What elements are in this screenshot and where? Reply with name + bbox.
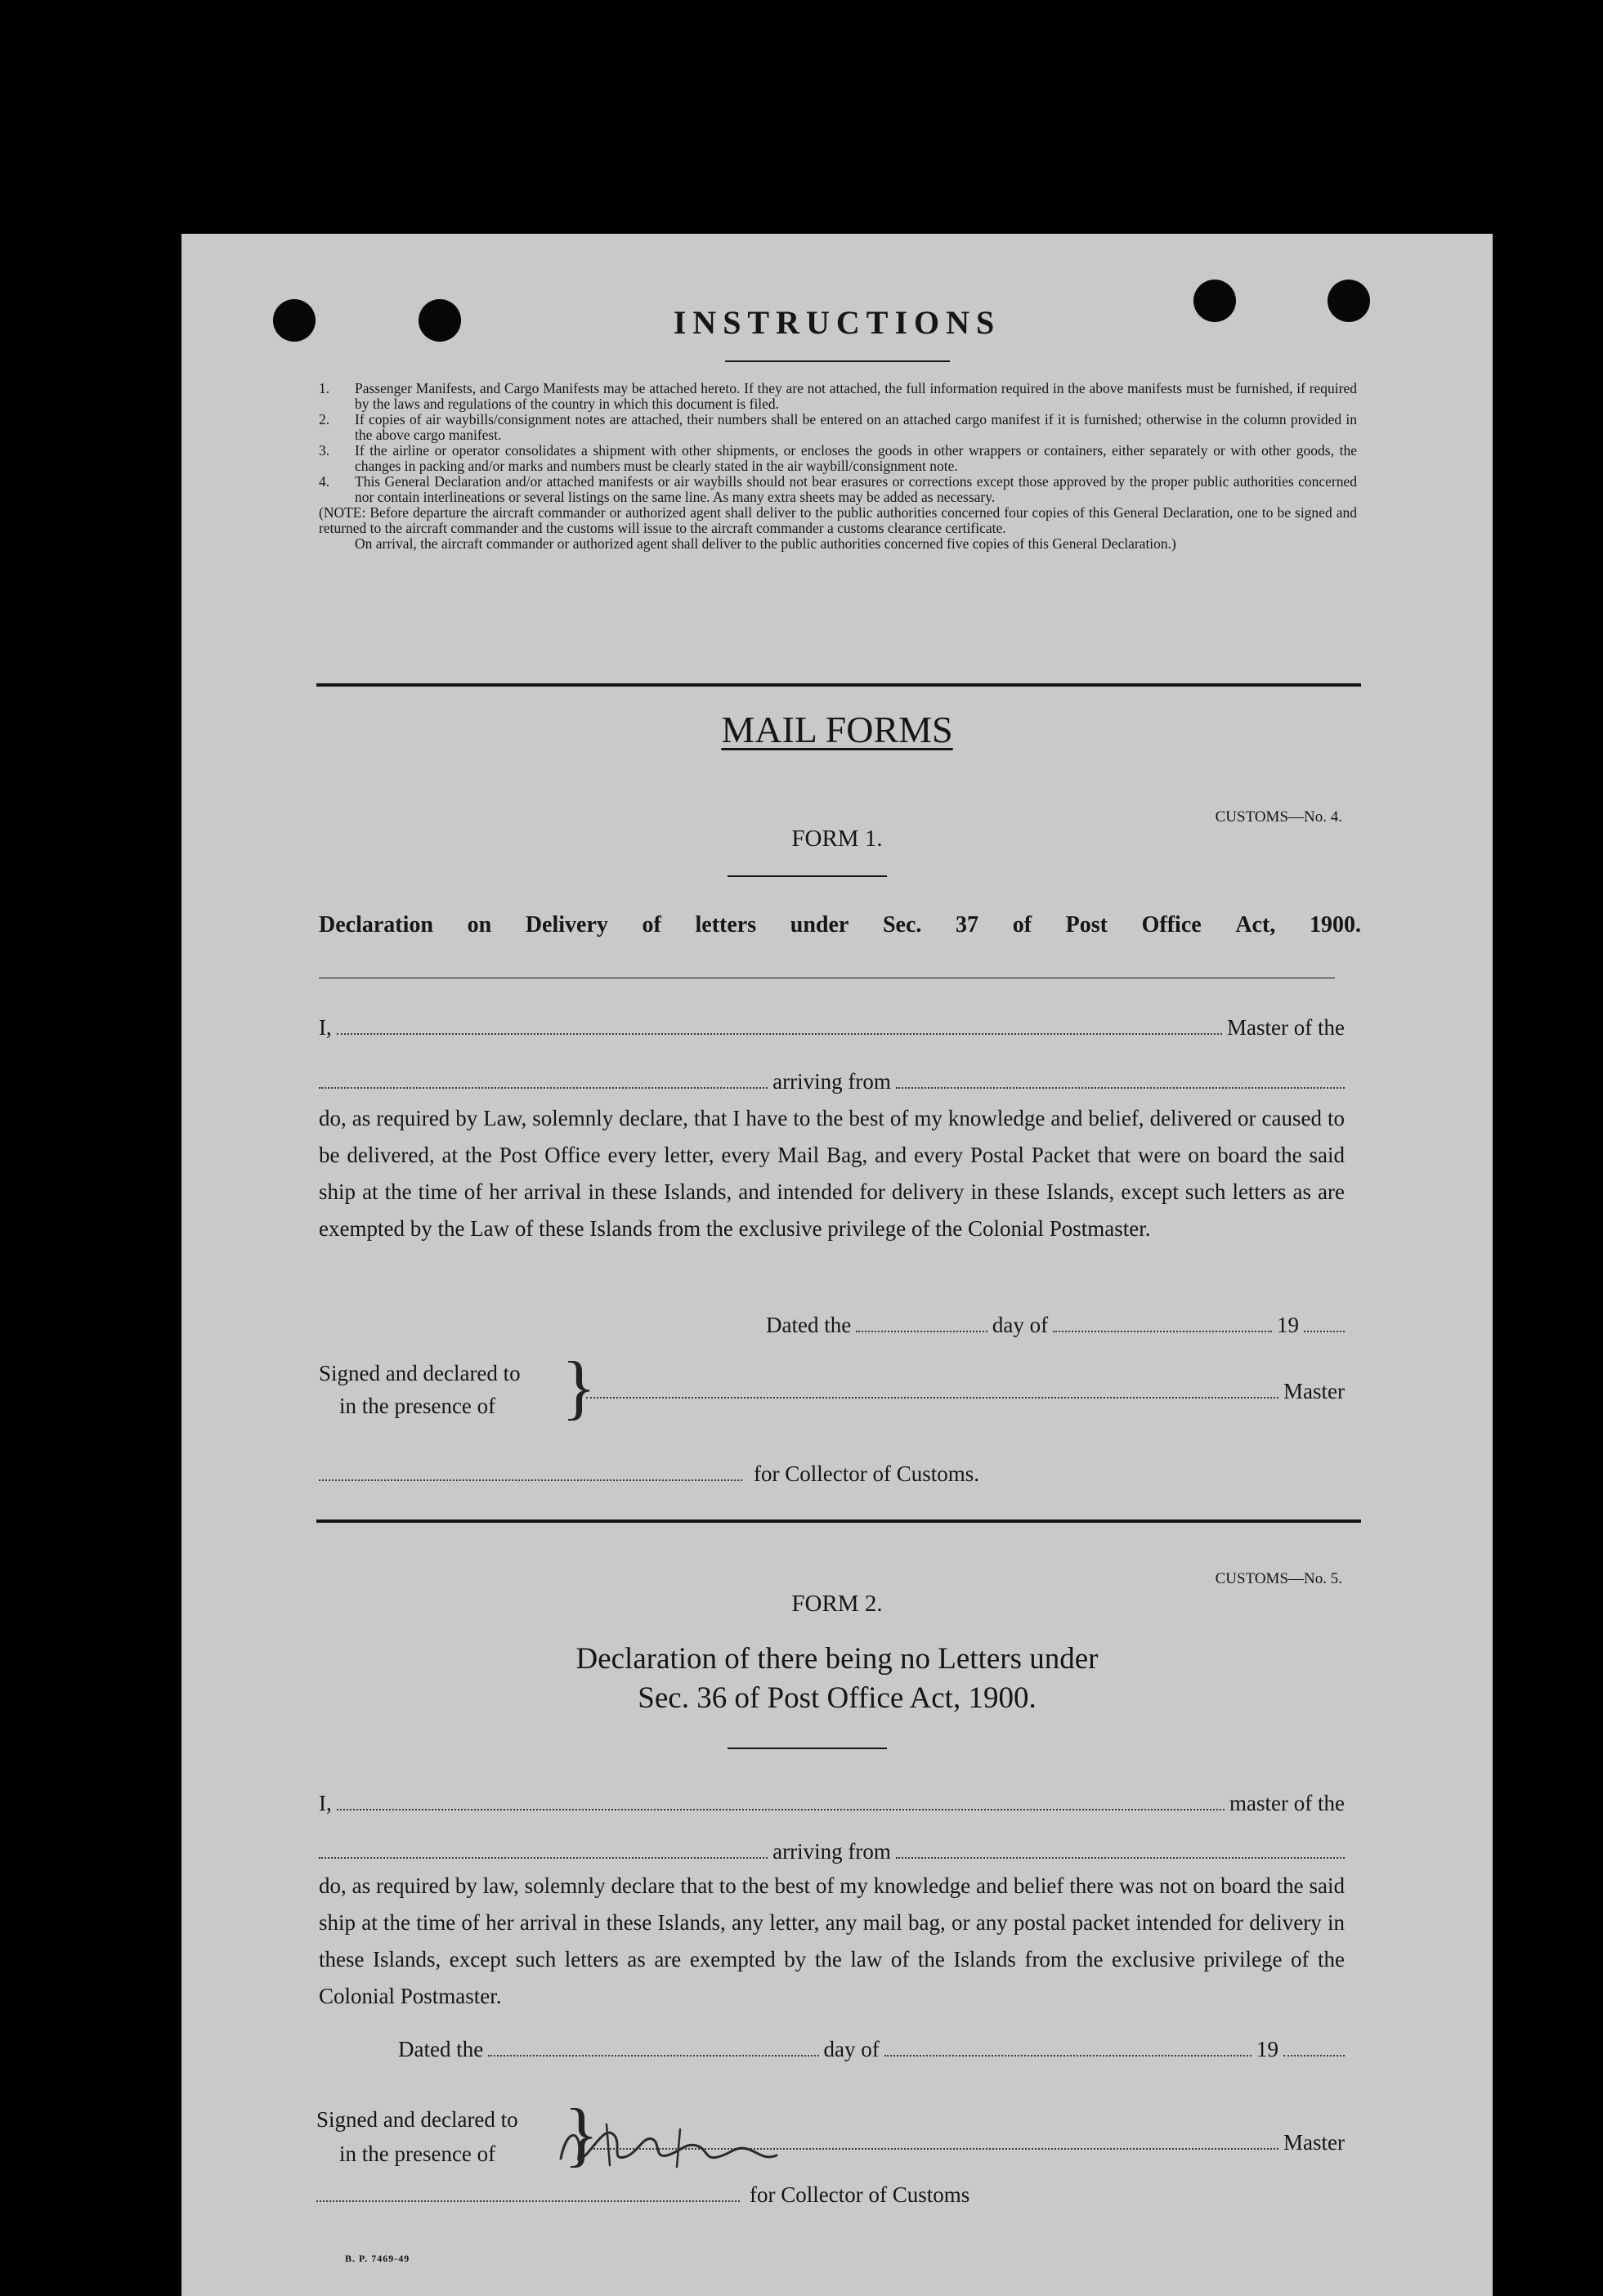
master-signature-line: Master [590,2130,1345,2155]
master-signature-field[interactable] [586,1396,1278,1399]
date-day-field[interactable] [488,2054,818,2057]
section-divider [316,1519,1361,1523]
form2-declaration-title: Declaration of there being no Letters under Sec. 36 of Post Office Act, 1900. [575,1642,1099,1715]
instructions-list [319,381,1357,552]
form1-declaration-title: Declaration on Delivery of letters under Sec. 37 of Post Office Act, 1900. [319,912,1361,938]
collector-line: for Collector of Customs. [319,1461,1014,1487]
date-month-field[interactable] [884,2054,1252,2057]
customs-code: CUSTOMS—No. 5. [1215,1570,1342,1587]
brace: } [562,1348,597,1427]
ship-name-field[interactable] [319,1856,768,1859]
date-month-field[interactable] [1053,1330,1272,1332]
printer-code: B. P. 7469-49 [345,2253,410,2264]
section-divider [316,683,1361,687]
master-name-field[interactable] [337,1032,1222,1035]
collector-signature-field[interactable] [316,2200,740,2202]
master-name-line: I, master of the [319,1791,1345,1815]
divider [728,875,887,877]
instruction-item: 4. This General Declaration and/or attached manifests or air waybills should not bear erasures or corrections except those approved by the proper public authorities concerned nor contain interlineations or several listings on the same line. As many extra sheets may be added as necessary. [319,473,1357,505]
date-day-field[interactable] [856,1330,987,1332]
date-year-field[interactable] [1283,2054,1345,2057]
origin-field[interactable] [896,1856,1345,1859]
collector-line: for Collector of Customs [316,2182,1052,2208]
dated-line: Dated the day of 19 [398,2037,1345,2062]
date-year-field[interactable] [1304,1330,1345,1332]
handwritten-signature [557,2118,803,2175]
master-signature-line: Master [586,1379,1345,1404]
instruction-note: (NOTE: Before departure the aircraft commander or authorized agent shall deliver to the public authorities concerned four copies of this General Declaration, one to be signed and returned to the aircraft commander and the customs will issue to the aircraft commander a customs clearance certificate. On arrival, the aircraft commander or authorized agent shall deliver to the public authorities concerned five copies of this General Declaration.) [319,504,1357,552]
instruction-item: 3. If the airline or operator consolidates a shipment with other shipments, or encloses the goods in other wrappers or containers, either separately or with other goods, the changes in packing and/or marks and numbers must be clearly stated in the air waybill/consignment note. [319,442,1357,474]
form-heading: FORM 1. [791,826,883,852]
document-page [181,234,1493,2296]
signed-declared-label: Signed and declared to in the presence of [316,2107,518,2166]
customs-code: CUSTOMS—No. 4. [1215,808,1342,826]
instruction-item: 2. If copies of air waybills/consignment notes are attached, their numbers shall be entered on an attached cargo manifest if it is furnished; otherwise in the column provided in the above cargo manifest. [319,411,1357,443]
brace: } [564,2095,599,2174]
master-name-field[interactable] [337,1808,1225,1810]
mail-forms-title: MAIL FORMS [721,709,953,750]
signed-declared-label: Signed and declared to in the presence of [319,1361,521,1418]
divider [725,360,950,362]
collector-signature-field[interactable] [319,1479,742,1481]
dated-line: Dated the day of 19 [766,1313,1345,1338]
instructions-title: INSTRUCTIONS [673,304,1001,341]
arriving-from-line: arriving from [319,1839,1345,1864]
form2-body: do, as required by law, solemnly declare that to the best of my knowledge and belief there was not on board the said ship at the time of her arrival in these Islands, any letter, any mail bag, or any postal packet intended for delivery in these Islands, except such letters as are exempted by the law of the Islands from the exclusive privilege of the Colonial Postmaster. [319,1873,1345,2008]
ship-name-field[interactable] [319,1086,768,1089]
arriving-from-line: arriving from [319,1069,1345,1094]
form1-body: do, as required by Law, solemnly declare, that I have to the best of my knowledge and belief, delivered or caused to be delivered, at the Post Office every letter, every Mail Bag, and every Postal Packet that were on board the said ship at the time of her arrival in these Islands, and intended for delivery in these Islands, except such letters as are exempted by the Law of these Islands from the exclusive privilege of the Colonial Postmaster. [319,1106,1345,1241]
divider [728,1748,887,1749]
form-heading: FORM 2. [791,1591,883,1617]
origin-field[interactable] [896,1086,1345,1089]
instruction-item: 1. Passenger Manifests, and Cargo Manifests may be attached hereto. If they are not attached, the full information required in the above manifests must be furnished, if required by the laws and regulations of the country in which this document is filed. [319,380,1357,412]
master-name-line: I, Master of the [319,1015,1345,1040]
